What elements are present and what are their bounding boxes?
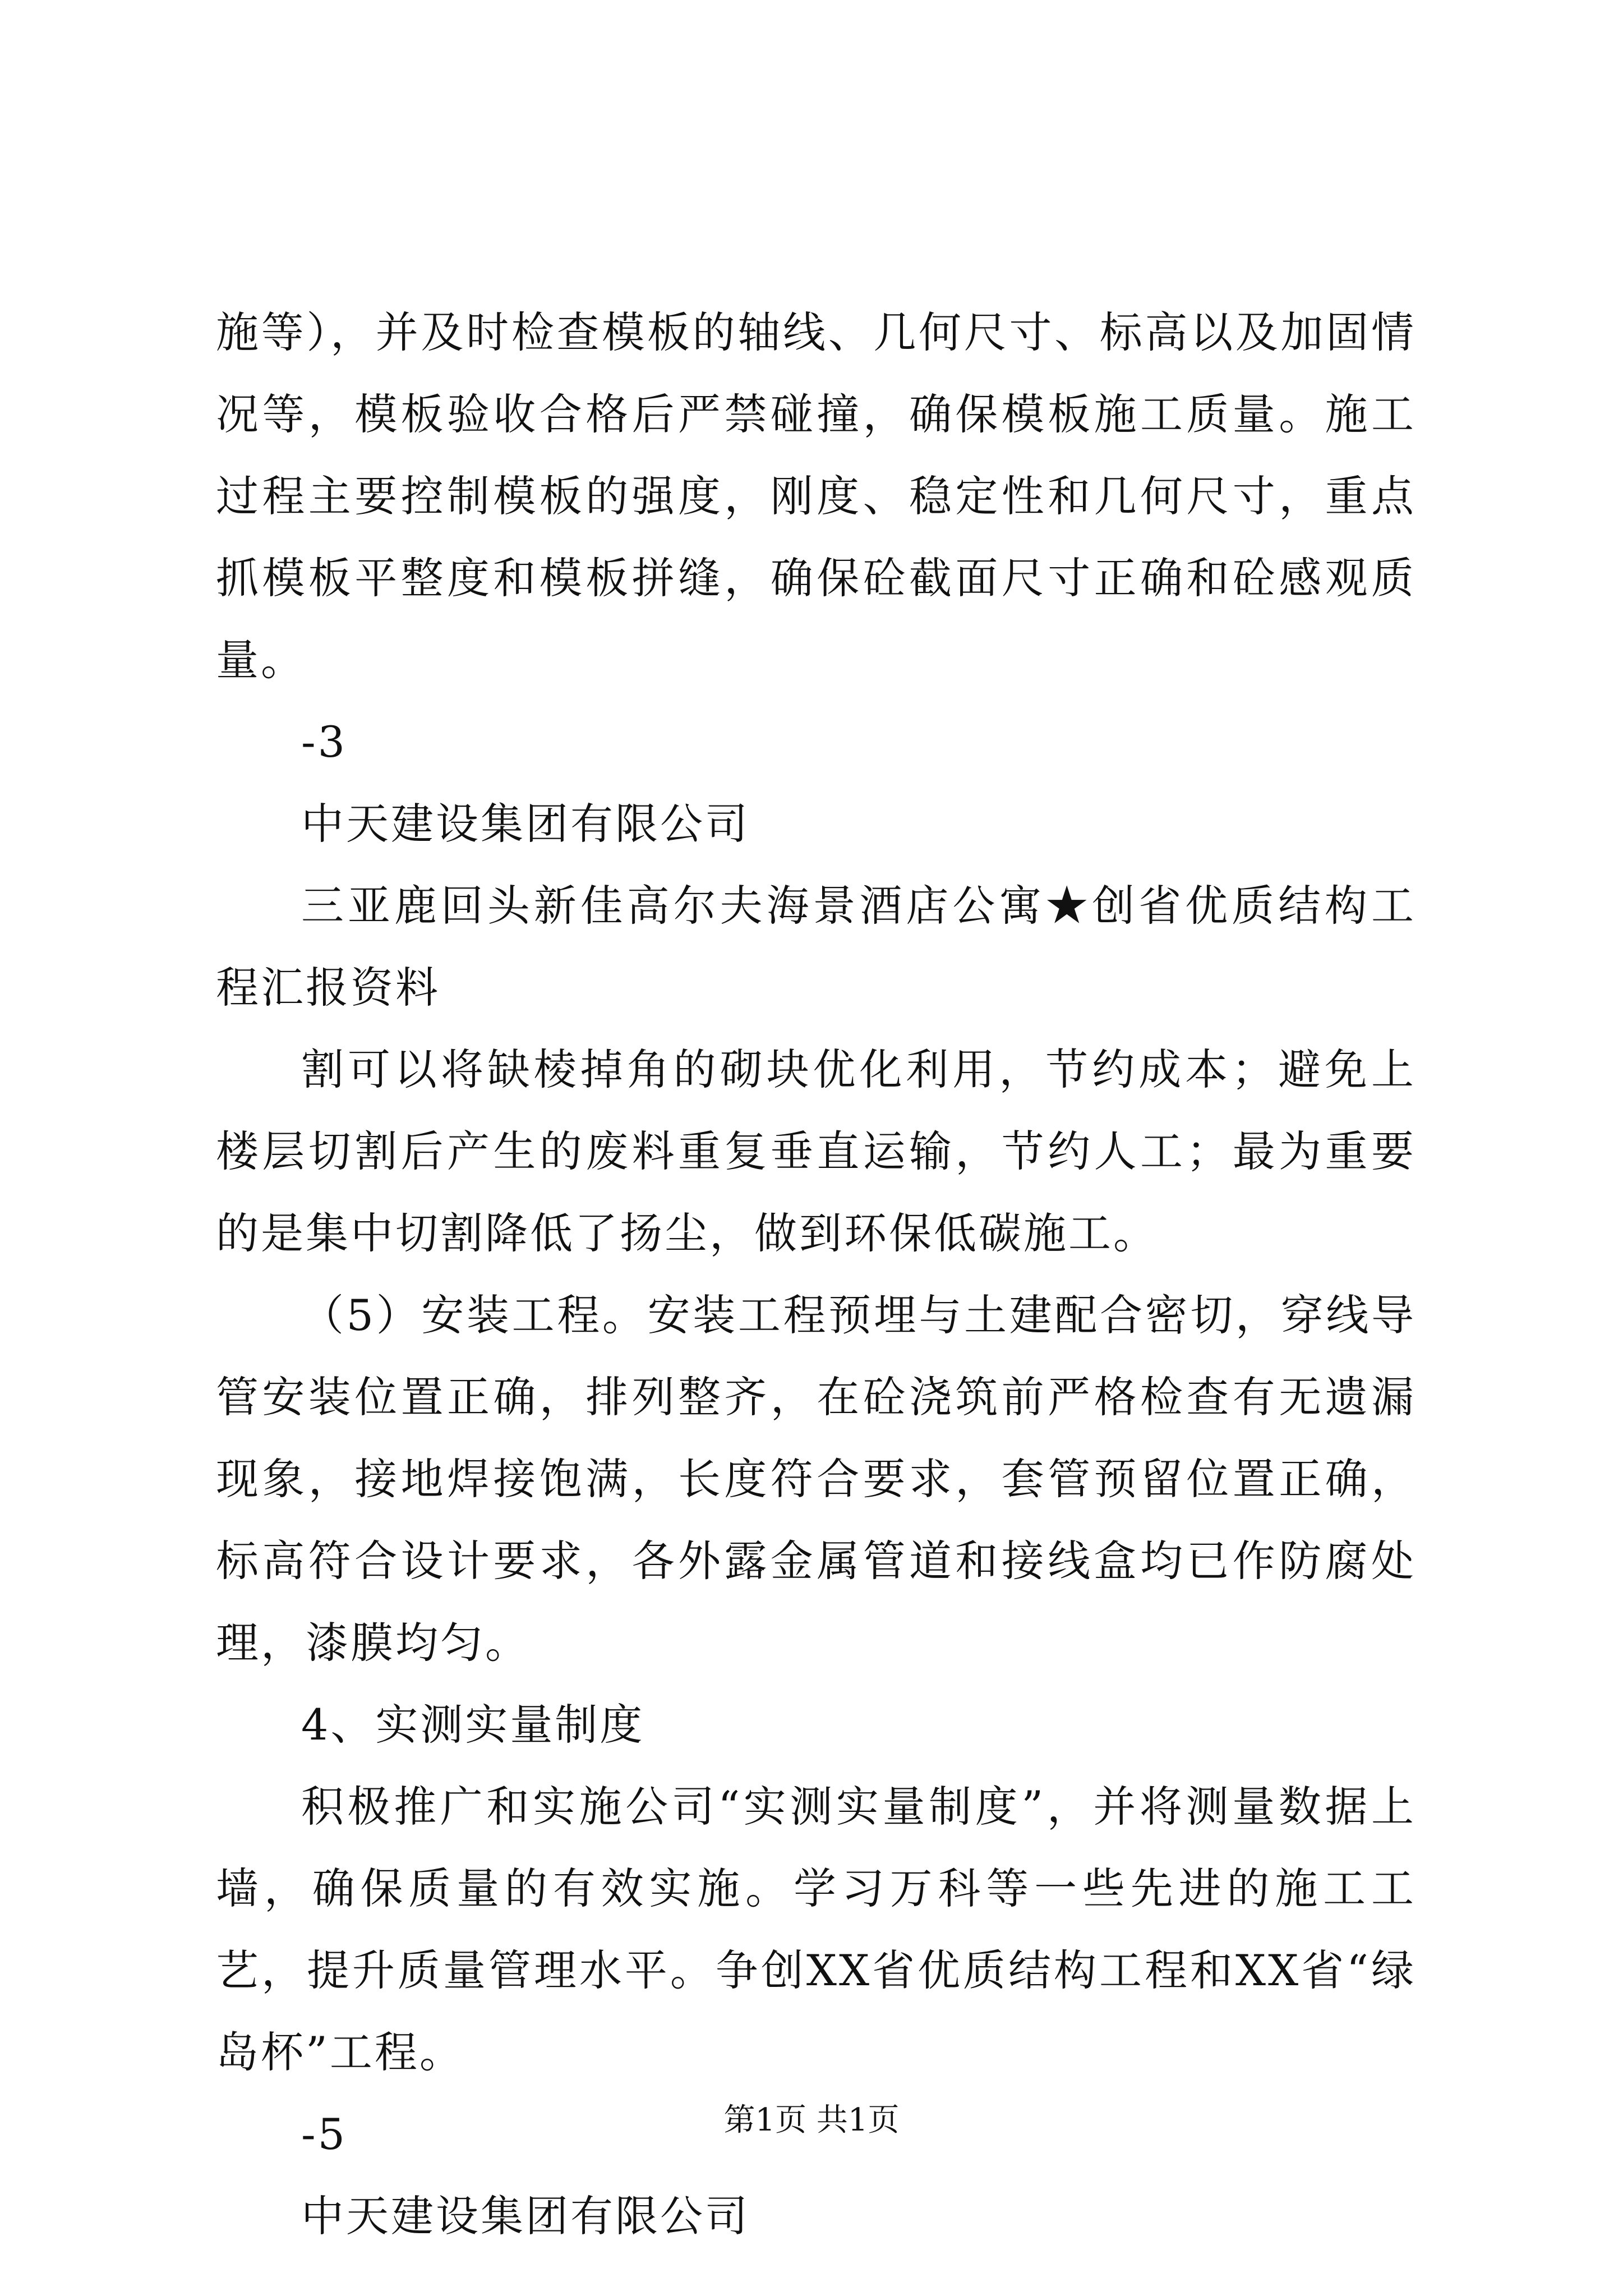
paragraph-measurement: 积极推广和实施公司“实测实量制度”，并将测量数据上墙，确保质量的有效实施。学习万科等一些先进的施工工艺，提升质量管理水平。争创XX省优质结构工程和XX省“绿岛杯”工程。	[216, 1782, 1416, 2077]
document-body	[216, 292, 1416, 2257]
page-footer: 第1页 共1页	[723, 2102, 900, 2138]
page-marker-5: -5	[301, 2109, 348, 2159]
company-name: 中天建设集团有限公司	[301, 799, 750, 849]
company-name-2: 中天建设集团有限公司	[301, 2191, 750, 2241]
paragraph-formwork: 施等），并及时检查模板的轴线、几何尺寸、标高以及加固情况等，模板验收合格后严禁碰撞，确保模板施工质量。施工过程主要控制模板的强度，刚度、稳定性和几何尺寸，重点抓模板平整度和模板拼缝，确保砼截面尺寸正确和砼感观质量。	[216, 307, 1416, 685]
paragraph-installation: （5）安装工程。安装工程预埋与土建配合密切，穿线导管安装位置正确，排列整齐，在砼浇筑前严格检查有无遗漏现象，接地焊接饱满，长度符合要求，套管预留位置正确，标高符合设计要求，各外露金属管道和接线盒均已作防腐处理，漆膜均匀。	[216, 1290, 1416, 1668]
section-heading-measurement: 4、实测实量制度	[301, 1700, 645, 1750]
report-title: 三亚鹿回头新佳高尔夫海景酒店公寓★创省优质结构工程汇报资料	[216, 881, 1416, 1013]
page-marker-3: -3	[301, 717, 348, 767]
paragraph-block-cutting: 割可以将缺棱掉角的砌块优化利用，节约成本；避免上楼层切割后产生的废料重复垂直运输，节约人工；最为重要的是集中切割降低了扬尘，做到环保低碳施工。	[216, 1045, 1416, 1258]
